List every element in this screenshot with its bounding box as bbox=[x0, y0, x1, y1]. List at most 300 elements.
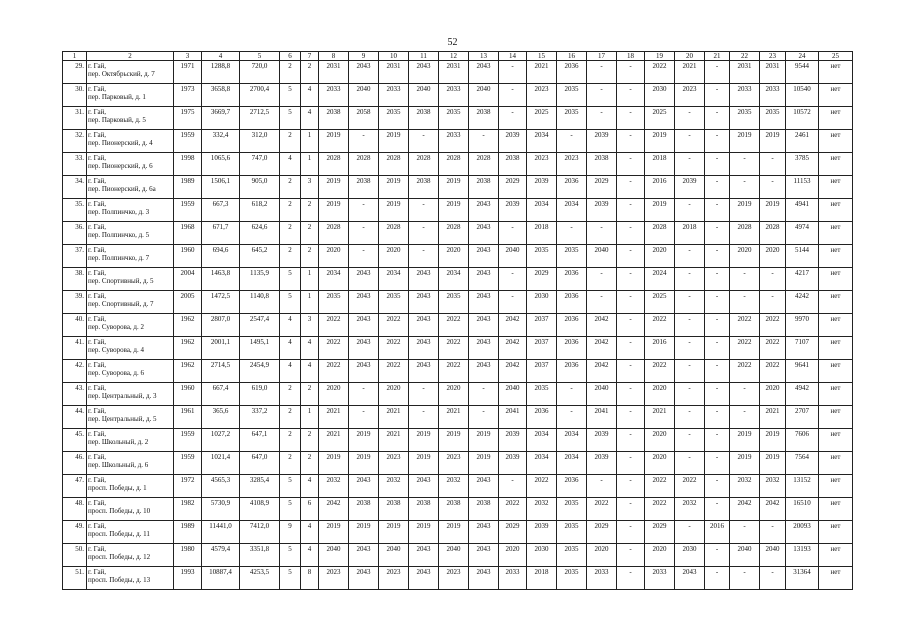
table-cell: 4565,3 bbox=[202, 475, 240, 498]
table-cell: 2035 bbox=[557, 107, 587, 130]
table-cell: 2019 bbox=[409, 429, 439, 452]
table-cell: - bbox=[730, 176, 760, 199]
table-cell: 2021 bbox=[439, 406, 469, 429]
row-number-cell: 37. bbox=[63, 245, 87, 268]
table-cell: - bbox=[587, 84, 617, 107]
table-cell: - bbox=[617, 521, 645, 544]
row-number-cell: 31. bbox=[63, 107, 87, 130]
table-cell: 2043 bbox=[409, 337, 439, 360]
address-cell: г. Гай, пер. Полпинчко, д. 3 bbox=[87, 199, 174, 222]
row-number-cell: 38. bbox=[63, 268, 87, 291]
table-cell: 1998 bbox=[174, 153, 202, 176]
table-cell: 2022 bbox=[760, 360, 786, 383]
table-cell: нет bbox=[819, 84, 853, 107]
table-cell: - bbox=[675, 521, 705, 544]
table-cell: 2042 bbox=[587, 314, 617, 337]
table-cell: 2043 bbox=[349, 61, 379, 84]
table-cell: нет bbox=[819, 61, 853, 84]
table-cell: 1135,9 bbox=[240, 268, 280, 291]
table-cell: 2040 bbox=[319, 544, 349, 567]
table-cell: нет bbox=[819, 199, 853, 222]
table-cell: 2042 bbox=[760, 498, 786, 521]
table-cell: - bbox=[675, 406, 705, 429]
table-cell: 2032 bbox=[319, 475, 349, 498]
table-cell: - bbox=[617, 107, 645, 130]
table-cell: 2035 bbox=[557, 567, 587, 590]
table-row bbox=[63, 314, 853, 337]
table-cell: 2041 bbox=[587, 406, 617, 429]
table-cell: 2037 bbox=[527, 314, 557, 337]
table-cell: 2043 bbox=[469, 61, 499, 84]
table-cell: - bbox=[705, 475, 730, 498]
table-cell: 2020 bbox=[379, 383, 409, 406]
table-row bbox=[63, 452, 853, 475]
table-cell: 4242 bbox=[786, 291, 819, 314]
table-cell: 2035 bbox=[439, 291, 469, 314]
table-cell: 2039 bbox=[587, 429, 617, 452]
column-header-6: 6 bbox=[280, 52, 301, 61]
table-cell: 2019 bbox=[379, 130, 409, 153]
table-cell: - bbox=[730, 291, 760, 314]
table-cell: 671,7 bbox=[202, 222, 240, 245]
table-cell: 1463,8 bbox=[202, 268, 240, 291]
table-cell: - bbox=[617, 498, 645, 521]
table-cell: 2036 bbox=[557, 314, 587, 337]
table-cell: 2018 bbox=[675, 222, 705, 245]
table-cell: - bbox=[760, 153, 786, 176]
table-cell: 2034 bbox=[527, 130, 557, 153]
table-cell: - bbox=[705, 544, 730, 567]
table-cell: 2041 bbox=[499, 406, 527, 429]
table-cell: 3785 bbox=[786, 153, 819, 176]
table-cell: 1962 bbox=[174, 337, 202, 360]
table-cell: 11441,0 bbox=[202, 521, 240, 544]
table-cell: - bbox=[705, 222, 730, 245]
table-cell: 2032 bbox=[730, 475, 760, 498]
table-cell: 2043 bbox=[469, 291, 499, 314]
row-number-cell: 33. bbox=[63, 153, 87, 176]
table-cell: 2020 bbox=[439, 383, 469, 406]
table-cell: 2042 bbox=[730, 498, 760, 521]
table-cell: 2016 bbox=[645, 176, 675, 199]
table-cell: 1027,2 bbox=[202, 429, 240, 452]
table-cell: 1989 bbox=[174, 521, 202, 544]
table-cell: 2043 bbox=[409, 360, 439, 383]
table-cell: 2 bbox=[301, 222, 319, 245]
table-cell: 2033 bbox=[439, 84, 469, 107]
column-header-14: 14 bbox=[499, 52, 527, 61]
table-cell: нет bbox=[819, 130, 853, 153]
table-cell: - bbox=[705, 176, 730, 199]
table-cell: 2035 bbox=[730, 107, 760, 130]
table-row bbox=[63, 383, 853, 406]
table-cell: - bbox=[617, 61, 645, 84]
table-cell: 2 bbox=[280, 61, 301, 84]
table-cell: 2039 bbox=[499, 429, 527, 452]
table-cell: 1 bbox=[301, 406, 319, 429]
table-cell: 2032 bbox=[760, 475, 786, 498]
table-cell: 2028 bbox=[319, 153, 349, 176]
table-cell: 2036 bbox=[557, 176, 587, 199]
table-cell: 2043 bbox=[409, 61, 439, 84]
table-cell: 2043 bbox=[469, 314, 499, 337]
table-cell: - bbox=[730, 406, 760, 429]
table-cell: 2038 bbox=[319, 107, 349, 130]
table-cell: 5 bbox=[280, 498, 301, 521]
table-cell: 2022 bbox=[439, 337, 469, 360]
table-cell: 1982 bbox=[174, 498, 202, 521]
table-cell: 1961 bbox=[174, 406, 202, 429]
table-cell: 2030 bbox=[675, 544, 705, 567]
table-cell: нет bbox=[819, 268, 853, 291]
table-cell: 2021 bbox=[379, 429, 409, 452]
table-cell: 8 bbox=[301, 567, 319, 590]
table-cell: 2042 bbox=[499, 337, 527, 360]
table-cell: 2040 bbox=[587, 245, 617, 268]
table-cell: - bbox=[499, 475, 527, 498]
table-header bbox=[63, 52, 853, 61]
table-cell: 2019 bbox=[319, 199, 349, 222]
table-cell: 2019 bbox=[469, 452, 499, 475]
table-cell: - bbox=[760, 176, 786, 199]
table-cell: 2030 bbox=[645, 84, 675, 107]
table-cell: 2029 bbox=[587, 521, 617, 544]
table-cell: 694,6 bbox=[202, 245, 240, 268]
table-row bbox=[63, 61, 853, 84]
table-cell: 2035 bbox=[557, 245, 587, 268]
table-cell: - bbox=[675, 291, 705, 314]
table-cell: 2018 bbox=[645, 153, 675, 176]
table-cell: 4108,9 bbox=[240, 498, 280, 521]
table-cell: 2037 bbox=[527, 360, 557, 383]
table-cell: 2020 bbox=[730, 245, 760, 268]
table-cell: 5 bbox=[280, 107, 301, 130]
column-header-23: 23 bbox=[760, 52, 786, 61]
table-cell: 2032 bbox=[379, 475, 409, 498]
table-cell: 2 bbox=[280, 130, 301, 153]
table-cell: - bbox=[499, 222, 527, 245]
table-cell: - bbox=[617, 429, 645, 452]
table-cell: 2033 bbox=[730, 84, 760, 107]
table-cell: 2033 bbox=[379, 84, 409, 107]
table-cell: нет bbox=[819, 360, 853, 383]
table-cell: 2707 bbox=[786, 406, 819, 429]
column-header-24: 24 bbox=[786, 52, 819, 61]
column-header-18: 18 bbox=[617, 52, 645, 61]
table-cell: 2029 bbox=[587, 176, 617, 199]
column-header-3: 3 bbox=[174, 52, 202, 61]
table-cell: - bbox=[617, 153, 645, 176]
table-cell: 2039 bbox=[587, 130, 617, 153]
table-cell: 619,0 bbox=[240, 383, 280, 406]
table-cell: 2043 bbox=[349, 314, 379, 337]
column-header-17: 17 bbox=[587, 52, 617, 61]
table-cell: 2020 bbox=[645, 429, 675, 452]
table-cell: 2022 bbox=[379, 337, 409, 360]
table-cell: 4 bbox=[280, 314, 301, 337]
table-cell: 1 bbox=[301, 268, 319, 291]
table-row bbox=[63, 406, 853, 429]
table-cell: 9970 bbox=[786, 314, 819, 337]
table-cell: 5144 bbox=[786, 245, 819, 268]
column-header-2: 2 bbox=[87, 52, 174, 61]
table-cell: 4 bbox=[280, 153, 301, 176]
table-cell: 2031 bbox=[730, 61, 760, 84]
table-cell: 2454,9 bbox=[240, 360, 280, 383]
table-cell: 2021 bbox=[645, 406, 675, 429]
table-cell: 2 bbox=[301, 429, 319, 452]
table-cell: 2025 bbox=[645, 291, 675, 314]
table-row bbox=[63, 199, 853, 222]
table-cell: 2038 bbox=[349, 498, 379, 521]
table-cell: 2040 bbox=[760, 544, 786, 567]
table-cell: 2020 bbox=[760, 383, 786, 406]
table-cell: - bbox=[499, 61, 527, 84]
table-cell: 2020 bbox=[379, 245, 409, 268]
table-cell: 2038 bbox=[469, 176, 499, 199]
table-cell: 2022 bbox=[760, 314, 786, 337]
table-cell: - bbox=[705, 153, 730, 176]
table-cell: 2019 bbox=[349, 429, 379, 452]
address-cell: г. Гай, просп. Победы, д. 1 bbox=[87, 475, 174, 498]
table-cell: 10540 bbox=[786, 84, 819, 107]
table-cell: 2021 bbox=[319, 406, 349, 429]
table-cell: - bbox=[617, 130, 645, 153]
table-cell: - bbox=[705, 130, 730, 153]
table-cell: 2020 bbox=[499, 544, 527, 567]
table-cell: 1495,1 bbox=[240, 337, 280, 360]
table-cell: - bbox=[730, 383, 760, 406]
table-cell: - bbox=[349, 130, 379, 153]
table-cell: 2022 bbox=[760, 337, 786, 360]
address-cell: г. Гай, пер. Октябрьский, д. 7 bbox=[87, 61, 174, 84]
table-cell: - bbox=[705, 245, 730, 268]
table-cell: - bbox=[409, 199, 439, 222]
table-cell: 2043 bbox=[349, 544, 379, 567]
table-cell: 4253,5 bbox=[240, 567, 280, 590]
table-cell: 2038 bbox=[439, 498, 469, 521]
table-cell: 747,0 bbox=[240, 153, 280, 176]
table-cell: - bbox=[499, 268, 527, 291]
table-cell: 2043 bbox=[469, 521, 499, 544]
table-cell: 2043 bbox=[349, 360, 379, 383]
table-cell: нет bbox=[819, 429, 853, 452]
table-cell: 2019 bbox=[760, 199, 786, 222]
table-cell: 2038 bbox=[587, 153, 617, 176]
table-cell: - bbox=[705, 268, 730, 291]
table-cell: 2043 bbox=[349, 268, 379, 291]
table-cell: нет bbox=[819, 245, 853, 268]
table-cell: - bbox=[730, 268, 760, 291]
table-cell: 2043 bbox=[469, 199, 499, 222]
table-row bbox=[63, 130, 853, 153]
table-cell: 2043 bbox=[349, 475, 379, 498]
table-cell: 2033 bbox=[499, 567, 527, 590]
table-cell: 2019 bbox=[645, 130, 675, 153]
table-cell: 1959 bbox=[174, 199, 202, 222]
address-cell: г. Гай, пер. Парковый, д. 1 bbox=[87, 84, 174, 107]
address-cell: г. Гай, пер. Пионерский, д. 6а bbox=[87, 176, 174, 199]
table-cell: 2016 bbox=[645, 337, 675, 360]
table-cell: 9641 bbox=[786, 360, 819, 383]
table-cell: 2040 bbox=[349, 84, 379, 107]
table-cell: - bbox=[587, 61, 617, 84]
table-cell: 2031 bbox=[439, 61, 469, 84]
table-cell: 2036 bbox=[557, 360, 587, 383]
table-cell: 2040 bbox=[469, 84, 499, 107]
table-cell: 2028 bbox=[760, 222, 786, 245]
table-cell: 2023 bbox=[527, 153, 557, 176]
table-cell: 2030 bbox=[527, 544, 557, 567]
table-cell: 2040 bbox=[499, 245, 527, 268]
table-cell: 2035 bbox=[379, 107, 409, 130]
row-number-cell: 40. bbox=[63, 314, 87, 337]
address-cell: г. Гай, просп. Победы, д. 13 bbox=[87, 567, 174, 590]
table-cell: 312,0 bbox=[240, 130, 280, 153]
address-cell: г. Гай, пер. Полпинчко, д. 7 bbox=[87, 245, 174, 268]
table-row bbox=[63, 337, 853, 360]
table-row bbox=[63, 222, 853, 245]
table-cell: 4217 bbox=[786, 268, 819, 291]
row-number-cell: 29. bbox=[63, 61, 87, 84]
column-header-15: 15 bbox=[527, 52, 557, 61]
table-cell: 4 bbox=[301, 360, 319, 383]
table-cell: 2023 bbox=[527, 84, 557, 107]
address-cell: г. Гай, пер. Центральный, д. 5 bbox=[87, 406, 174, 429]
table-cell: - bbox=[349, 222, 379, 245]
table-cell: 2034 bbox=[379, 268, 409, 291]
table-cell: 2018 bbox=[527, 567, 557, 590]
table-cell: 1989 bbox=[174, 176, 202, 199]
table-cell: - bbox=[469, 383, 499, 406]
table-cell: 1980 bbox=[174, 544, 202, 567]
table-cell: 2022 bbox=[439, 314, 469, 337]
table-cell: - bbox=[617, 314, 645, 337]
table-cell: - bbox=[705, 383, 730, 406]
table-cell: нет bbox=[819, 291, 853, 314]
table-cell: - bbox=[760, 521, 786, 544]
table-cell: 10887,4 bbox=[202, 567, 240, 590]
table-cell: - bbox=[730, 153, 760, 176]
table-cell: 905,0 bbox=[240, 176, 280, 199]
table-cell: 6 bbox=[301, 498, 319, 521]
table-cell: - bbox=[675, 383, 705, 406]
table-cell: 2037 bbox=[527, 337, 557, 360]
table-cell: 2043 bbox=[349, 337, 379, 360]
table-cell: 2028 bbox=[379, 153, 409, 176]
table-cell: 2035 bbox=[527, 383, 557, 406]
table-cell: 1973 bbox=[174, 84, 202, 107]
table-cell: 2036 bbox=[557, 268, 587, 291]
column-header-16: 16 bbox=[557, 52, 587, 61]
table-cell: 2019 bbox=[319, 176, 349, 199]
table-cell: нет bbox=[819, 176, 853, 199]
row-number-cell: 47. bbox=[63, 475, 87, 498]
table-cell: - bbox=[675, 107, 705, 130]
table-cell: 20093 bbox=[786, 521, 819, 544]
table-cell: - bbox=[675, 153, 705, 176]
address-cell: г. Гай, пер. Спортивный, д. 7 bbox=[87, 291, 174, 314]
table-cell: 2022 bbox=[645, 475, 675, 498]
table-cell: 4974 bbox=[786, 222, 819, 245]
column-header-10: 10 bbox=[379, 52, 409, 61]
table-cell: 2035 bbox=[439, 107, 469, 130]
table-cell: 2034 bbox=[527, 452, 557, 475]
table-cell: 2043 bbox=[469, 567, 499, 590]
table-cell: 2 bbox=[280, 406, 301, 429]
table-row bbox=[63, 521, 853, 544]
table-cell: 2042 bbox=[499, 314, 527, 337]
table-cell: - bbox=[705, 567, 730, 590]
table-cell: 2547,4 bbox=[240, 314, 280, 337]
table-cell: - bbox=[409, 406, 439, 429]
table-cell: 1 bbox=[301, 291, 319, 314]
table-cell: 2019 bbox=[379, 521, 409, 544]
table-cell: 4 bbox=[280, 337, 301, 360]
table-cell: 2029 bbox=[645, 521, 675, 544]
table-cell: 2040 bbox=[409, 84, 439, 107]
table-cell: 624,6 bbox=[240, 222, 280, 245]
table-cell: - bbox=[617, 84, 645, 107]
table-cell: 2025 bbox=[645, 107, 675, 130]
table-cell: 2035 bbox=[319, 291, 349, 314]
table-cell: 13152 bbox=[786, 475, 819, 498]
row-number-cell: 45. bbox=[63, 429, 87, 452]
table-cell: - bbox=[409, 245, 439, 268]
table-cell: 2019 bbox=[730, 130, 760, 153]
table-cell: 2029 bbox=[499, 176, 527, 199]
table-cell: нет bbox=[819, 314, 853, 337]
row-number-cell: 48. bbox=[63, 498, 87, 521]
table-cell: 2038 bbox=[409, 176, 439, 199]
table-cell: 1959 bbox=[174, 452, 202, 475]
table-cell: 337,2 bbox=[240, 406, 280, 429]
table-cell: 2039 bbox=[499, 199, 527, 222]
table-cell: 3658,8 bbox=[202, 84, 240, 107]
address-cell: г. Гай, пер. Спортивный, д. 5 bbox=[87, 268, 174, 291]
table-cell: 2043 bbox=[469, 360, 499, 383]
table-cell: 2035 bbox=[557, 521, 587, 544]
table-cell: 2043 bbox=[469, 245, 499, 268]
table-cell: 2036 bbox=[557, 337, 587, 360]
table-cell: 2028 bbox=[349, 153, 379, 176]
table-cell: 3 bbox=[301, 314, 319, 337]
table-cell: 2019 bbox=[379, 199, 409, 222]
table-cell: 2036 bbox=[557, 61, 587, 84]
table-cell: 2025 bbox=[527, 107, 557, 130]
table-cell: нет bbox=[819, 107, 853, 130]
table-cell: - bbox=[349, 245, 379, 268]
table-cell: 2022 bbox=[587, 498, 617, 521]
table-row bbox=[63, 291, 853, 314]
table-cell: - bbox=[617, 383, 645, 406]
table-cell: 2028 bbox=[409, 153, 439, 176]
table-cell: 9544 bbox=[786, 61, 819, 84]
table-cell: 2 bbox=[301, 199, 319, 222]
table-cell: 2022 bbox=[645, 61, 675, 84]
table-cell: 2022 bbox=[439, 360, 469, 383]
column-header-13: 13 bbox=[469, 52, 499, 61]
table-cell: 10572 bbox=[786, 107, 819, 130]
table-cell: 1960 bbox=[174, 245, 202, 268]
column-header-22: 22 bbox=[730, 52, 760, 61]
table-cell: нет bbox=[819, 544, 853, 567]
table-cell: 332,4 bbox=[202, 130, 240, 153]
table-cell: 2042 bbox=[587, 360, 617, 383]
table-cell: 7107 bbox=[786, 337, 819, 360]
table-cell: 5 bbox=[280, 475, 301, 498]
row-number-cell: 32. bbox=[63, 130, 87, 153]
